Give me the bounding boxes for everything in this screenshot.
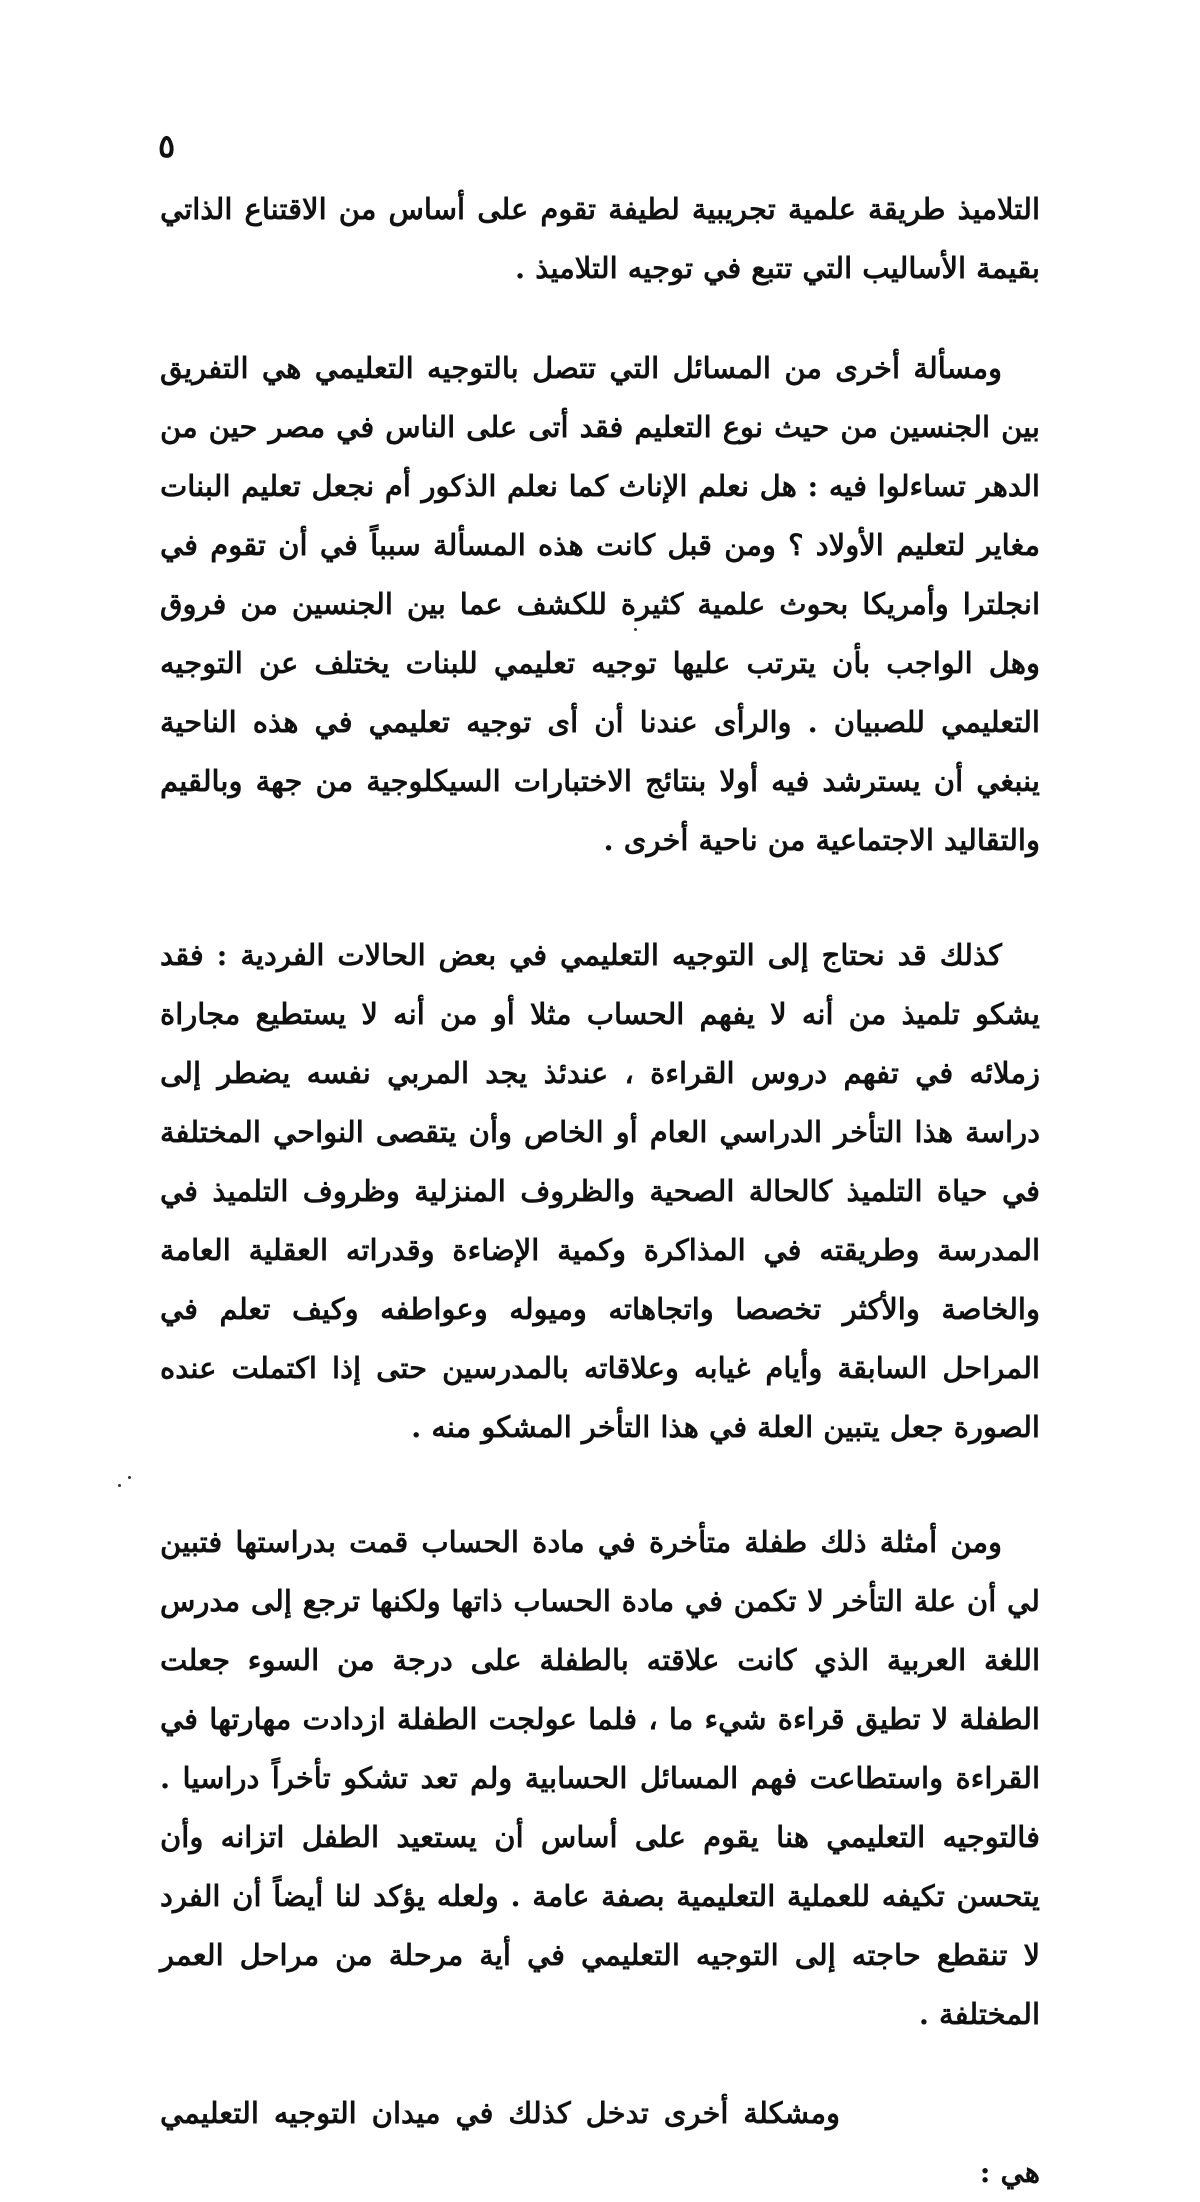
paragraph-next-problem: ومشكلة أخرى تدخل كذلك في ميدان التوجيه التعليمي هي :	[160, 2096, 1040, 2189]
scan-speck	[634, 628, 637, 631]
paragraph-example-case: ومن أمثلة ذلك طفلة متأخرة في مادة الحساب قمت بدراستها فتبين لي أن علة التأخر لا تكمن في مادة الحساب ذاتها ولكنها ترجع إلى مدرس اللغة العربية الذي كانت علاقته بالطفلة على درجة من السوء جعلت الطفلة لا تطيق قراءة شيء ما ، فلما عولجت الطفلة ازدادت مهارتها في القراءة واستطاعت فهم المسائل الحسابية ولم تعد تشكو تأخراً دراسيا . فالتوجيه التعليمي هنا يقوم على أساس أن يستعيد الطفل اتزانه وأن يتحسن تكيفه للعملية التعليمية بصفة عامة . ولعله يؤكد لنا أيضاً أن الفرد لا تنقطع حاجته إلى التوجيه التعليمي في أية مرحلة من مراحل العمر المختلفة .	[160, 1525, 1040, 2031]
paragraph-continuation: التلاميذ طريقة علمية تجريبية لطيفة تقوم على أساس من الاقتناع الذاتي بقيمة الأساليب التي تتبع في توجيه التلاميذ .	[160, 192, 1040, 285]
paragraph-individual-cases: كذلك قد نحتاج إلى التوجيه التعليمي في بعض الحالات الفردية : فقد يشكو تلميذ من أنه لا يفهم الحساب مثلا أو من أنه لا يستطيع مجاراة زملائه في تفهم دروس القراءة ، عندئذ يجد المربي نفسه يضطر إلى دراسة هذا التأخر الدراسي العام أو الخاص وأن يتقصى النواحي المختلفة في حياة التلميذ كالحالة الصحية والظروف المنزلية وظروف التلميذ في المدرسة وطريقته في المذاكرة وكمية الإضاءة وقدراته العقلية العامة والخاصة والأكثر تخصصا واتجاهاته وميوله وعواطفه وكيف تعلم في المراحل السابقة وأيام غيابه وعلاقاته بالمدرسين حتى إذا اكتملت عنده الصورة جعل يتبين العلة في هذا التأخر المشكو منه .	[160, 938, 1040, 1444]
scan-speck	[118, 1484, 121, 1487]
scan-speck	[128, 1476, 131, 1479]
page-number: ٥	[158, 127, 176, 165]
body-text	[160, 180, 1040, 2202]
paragraph-gender-education: ومسألة أخرى من المسائل التي تتصل بالتوجيه التعليمي هي التفريق بين الجنسين من حيث نوع التعليم فقد أتى على الناس في مصر حين من الدهر تساءلوا فيه : هل نعلم الإناث كما نعلم الذكور أم نجعل تعليم البنات مغاير لتعليم الأولاد ؟ ومن قبل كانت هذه المسألة سبباً في أن تقوم في انجلترا وأمريكا بحوث علمية كثيرة للكشف عما بين الجنسين من فروق وهل الواجب بأن يترتب عليها توجيه تعليمي للبنات يختلف عن التوجيه التعليمي للصبيان . والرأى عندنا أن أى توجيه تعليمي في هذه الناحية ينبغي أن يسترشد فيه أولا بنتائج الاختبارات السيكلوجية من جهة وبالقيم والتقاليد الاجتماعية من ناحية أخرى .	[160, 351, 1040, 857]
